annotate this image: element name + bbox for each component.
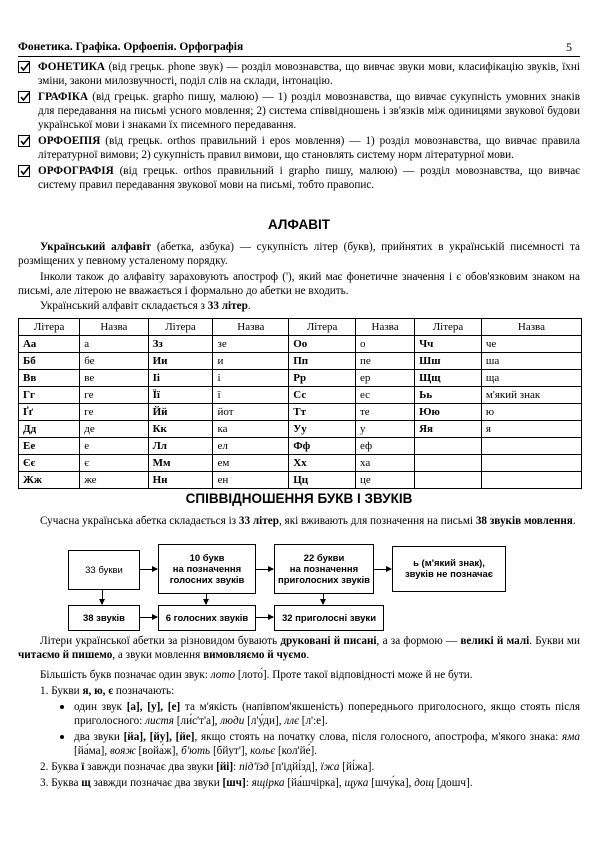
running-header (18, 40, 580, 57)
letter-cell: Оо (289, 336, 356, 353)
table-row (19, 370, 582, 387)
box-32-consonants: 32 приголосні звуки (274, 605, 384, 631)
letter-name-cell: у (356, 421, 415, 438)
letter-cell: Йй (148, 404, 213, 421)
letter-name-cell: те (356, 404, 415, 421)
letter-cell: Іі (148, 370, 213, 387)
letter-name-cell: м'який знак (481, 387, 581, 404)
ratio-paragraph-2: Літери української абетки за різновидом бувають друковані й писані, а за формою — великі й малі. Букви ми читаємо й пишемо, а звуки мовлення вимовляємо й чуємо. (18, 635, 580, 661)
table-row (19, 404, 582, 421)
bullet-icon (60, 705, 64, 709)
letter-name-cell: йот (213, 404, 289, 421)
arrow-right (255, 617, 273, 618)
letter-cell: Яя (415, 421, 482, 438)
letter-cell: Юю (415, 404, 482, 421)
table-header-cell: Літера (289, 319, 356, 336)
letter-name-cell (481, 472, 581, 489)
table-header-row (19, 319, 582, 336)
arrow-right (139, 617, 157, 618)
rule-item-2: 2. Буква ї завжди позначає два звуки [йі]: під'їзд [п'ідйі́зд], їжа [йі́жа]. (40, 761, 375, 773)
letter-name-cell: же (80, 472, 148, 489)
table-row (19, 336, 582, 353)
letter-name-cell: є (80, 455, 148, 472)
letter-name-cell: а (80, 336, 148, 353)
letter-cell: Рр (289, 370, 356, 387)
page (18, 0, 580, 846)
letter-cell: Мм (148, 455, 213, 472)
letter-cell: Сс (289, 387, 356, 404)
letter-name-cell: еф (356, 438, 415, 455)
letter-cell: Бб (19, 353, 80, 370)
arrow-down (102, 589, 103, 604)
letter-name-cell (481, 455, 581, 472)
letter-name-cell: ер (356, 370, 415, 387)
alphabet-paragraph-3: Український алфавіт складається з 33 літер. (40, 300, 251, 312)
letter-cell: Хх (289, 455, 356, 472)
box-soft-sign: ь (м'який знак), звуків не позначає (392, 546, 506, 592)
checkbox-checked-icon (18, 135, 30, 147)
alphabet-table (18, 318, 582, 489)
letter-name-cell: ша (481, 353, 581, 370)
letter-cell: Фф (289, 438, 356, 455)
letter-cell: Жж (19, 472, 80, 489)
letter-cell: Ии (148, 353, 213, 370)
letter-name-cell: е (80, 438, 148, 455)
letter-cell: Нн (148, 472, 213, 489)
page-number: 5 (566, 40, 572, 54)
letter-name-cell: ї (213, 387, 289, 404)
letter-name-cell: ка (213, 421, 289, 438)
definition-text: (від грецьк. grapho пишу, малюю) — 1) розділ мовознавства, що вивчає сукупність умовних знаків для передавання на письмі усного мовлення; 2) система співвідношень і зв'язків між одиницями звукової будови української мови і знаками їх писемного передавання. (38, 91, 580, 131)
definition-term: ГРАФІКА (38, 91, 89, 103)
letter-name-cell (481, 438, 581, 455)
letter-name-cell: ге (80, 387, 148, 404)
arrow-right (373, 569, 391, 570)
table-header-cell: Назва (356, 319, 415, 336)
alphabet-paragraph-1: Український алфавіт (абетка, азбука) — сукупність літер (букв), прийнятих в українській писемності та розміщених у певному усталеному порядку. (18, 241, 581, 267)
letter-cell: Зз (148, 336, 213, 353)
letter-cell: Лл (148, 438, 213, 455)
arrow-right (139, 569, 157, 570)
definition-term: ФОНЕТИКА (38, 61, 105, 73)
letter-name-cell: це (356, 472, 415, 489)
letter-cell: Гг (19, 387, 80, 404)
letter-cell: Чч (415, 336, 482, 353)
checkbox-checked-icon (18, 91, 30, 103)
letter-name-cell: ве (80, 370, 148, 387)
letter-cell: Цц (289, 472, 356, 489)
letter-cell: Тт (289, 404, 356, 421)
table-header-cell: Назва (80, 319, 148, 336)
letter-cell: Дд (19, 421, 80, 438)
table-body (19, 336, 582, 489)
letter-name-cell: ща (481, 370, 581, 387)
definition-orthography (18, 164, 580, 192)
letter-cell (415, 472, 482, 489)
table-row (19, 455, 582, 472)
letter-name-cell: ем (213, 455, 289, 472)
rules-list (18, 684, 580, 790)
letter-cell: Її (148, 387, 213, 404)
letter-name-cell: о (356, 336, 415, 353)
letter-name-cell: і (213, 370, 289, 387)
ratio-paragraph-3: Більшість букв позначає один звук: лото [лото́]. Проте такої відповідності може й не бути. (40, 669, 473, 681)
letter-name-cell: ес (356, 387, 415, 404)
checkbox-checked-icon (18, 165, 30, 177)
letter-name-cell: ен (213, 472, 289, 489)
rule-bullet-2: два звуки [йа], [йу], [йе], якщо стоять на початку слова, після голосного, апострофа, м'якого знака: яма [йа́ма], вояж [войа́ж], б'ють [бйут'], кольє [кол'йе́]. (18, 730, 580, 758)
box-33-letters: 33 букви (68, 550, 140, 590)
definition-graphics (18, 90, 580, 132)
rule-bullet-1: один звук [а], [у], [е] та м'якість (напівпом'якшеність) попереднього приголосного, якщо стоять після приголосного: листя [ли́с'т'а], люди [л'у́ди], ллє [л':е]. (18, 700, 580, 728)
letter-cell: Уу (289, 421, 356, 438)
definitions-list (18, 60, 580, 194)
arrow-down (206, 593, 207, 604)
checkbox-checked-icon (18, 61, 30, 73)
table-header-cell: Назва (481, 319, 581, 336)
definition-term: ОРФОГРАФІЯ (38, 165, 114, 177)
arrow-down (323, 593, 324, 604)
box-6-vowels: 6 голосних звуків (158, 605, 256, 631)
box-38-sounds: 38 звуків (68, 605, 140, 631)
letter-cell: Аа (19, 336, 80, 353)
table-row (19, 353, 582, 370)
ratio-paragraph-1: Сучасна українська абетка складається із 33 літер, які вживають для позначення на письмі 38 звуків мовлення. (40, 515, 576, 527)
letter-cell: Вв (19, 370, 80, 387)
letter-name-cell: че (481, 336, 581, 353)
rule-item-1: 1. Букви я, ю, є позначають: (40, 685, 175, 697)
letter-name-cell: бе (80, 353, 148, 370)
box-10-vowel-letters: 10 букв на позначення голосних звуків (158, 544, 256, 594)
definition-phonetics (18, 60, 580, 88)
table-header-cell: Назва (213, 319, 289, 336)
letter-name-cell: ге (80, 404, 148, 421)
heading-alphabet: АЛФАВІТ (267, 217, 331, 232)
definition-text: (від грецьк. orthos правильний і grapho пишу, малюю) — розділ мовознавства, що вивчає систему правил передавання звукової мови на письмі, тобто правопис. (38, 165, 580, 191)
letter-name-cell: ел (213, 438, 289, 455)
letter-name-cell: зе (213, 336, 289, 353)
letter-name-cell: ю (481, 404, 581, 421)
table-header-cell: Літера (19, 319, 80, 336)
bullet-icon (60, 735, 64, 739)
table-row (19, 387, 582, 404)
letter-cell: Ьь (415, 387, 482, 404)
alphabet-paragraph-2: Інколи також до алфавіту зараховують апостроф ('), який має фонетичне значення і є обов'язковим знаком на письмі, але літерою не вважається і формально до абетки не входить. (18, 271, 580, 297)
letter-cell: Єє (19, 455, 80, 472)
letter-name-cell: де (80, 421, 148, 438)
letter-cell (415, 455, 482, 472)
heading-letters-sounds: СПІВВІДНОШЕННЯ БУКВ І ЗВУКІВ (185, 491, 413, 506)
letter-cell: Пп (289, 353, 356, 370)
definition-text: (від грецьк. phone звук) — розділ мовознавства, що вивчає звуки мови, класифікацію звуків, їхні зміни, закони милозвучності, поділ слів на склади, інтонацію. (38, 61, 580, 87)
table-row (19, 472, 582, 489)
table-header-cell: Літера (148, 319, 213, 336)
definition-term: ОРФОЕПІЯ (38, 135, 101, 147)
letter-cell (415, 438, 482, 455)
rule-item-3: 3. Буква щ завжди позначає два звуки [шч]: ящірка [йа́шчірка], щука [шчу́ка], дощ [дошч]. (40, 777, 473, 789)
table-header-cell: Літера (415, 319, 482, 336)
definition-text: (від грецьк. orthos правильний і epos мовлення) — 1) розділ мовознавства, що вивчає правила літературної вимови; 2) сукупність правил вимови, що становлять систему норм літературної мови. (38, 135, 580, 161)
letter-name-cell: пе (356, 353, 415, 370)
table-row (19, 421, 582, 438)
letter-name-cell: и (213, 353, 289, 370)
letter-name-cell: я (481, 421, 581, 438)
table-row (19, 438, 582, 455)
letter-cell: Ґґ (19, 404, 80, 421)
letter-name-cell: ха (356, 455, 415, 472)
letter-cell: Щщ (415, 370, 482, 387)
arrow-right (255, 569, 273, 570)
header-title: Фонетика. Графіка. Орфоепія. Орфографія (18, 41, 244, 53)
box-22-consonant-letters: 22 букви на позначення приголосних звуків (274, 544, 374, 594)
letter-cell: Шш (415, 353, 482, 370)
definition-orthoepy (18, 134, 580, 162)
letter-cell: Кк (148, 421, 213, 438)
letter-cell: Ее (19, 438, 80, 455)
letters-sounds-diagram (18, 540, 580, 630)
